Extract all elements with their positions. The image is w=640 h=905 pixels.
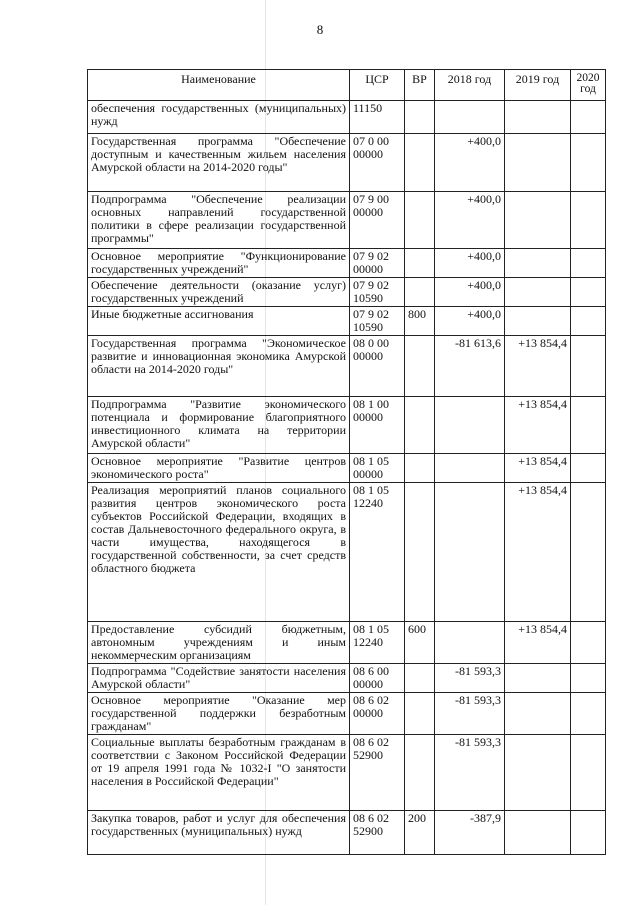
row-2020 (571, 693, 606, 735)
row-vr (405, 101, 435, 134)
row-vr (405, 454, 435, 483)
row-name: Обеспечение деятельности (оказание услуг) государственных учреждений (88, 278, 350, 307)
table-row (88, 278, 606, 307)
row-2020 (571, 307, 606, 336)
row-2020 (571, 811, 606, 855)
row-name: Основное мероприятие "Развитие центров экономического роста" (88, 454, 350, 483)
row-2019 (505, 101, 571, 134)
budget-table (87, 69, 606, 855)
row-vr (405, 192, 435, 249)
row-2018 (435, 101, 505, 134)
row-2018 (435, 397, 505, 454)
row-name: Социальные выплаты безработным гражданам в соответствии с Законом Российской Федерации от 19 апреля 1991 года № 1032-I "О занятости населения в Российской Федерации" (88, 735, 350, 811)
page-number: 8 (316, 22, 324, 37)
row-csr: 08 6 02 00000 (350, 693, 405, 735)
row-csr: 11150 (350, 101, 405, 134)
table-row (88, 811, 606, 855)
table-row (88, 622, 606, 664)
row-2019 (505, 664, 571, 693)
header-2019: 2019 год (505, 70, 571, 101)
row-vr (405, 249, 435, 278)
row-csr: 08 6 02 52900 (350, 735, 405, 811)
header-2020: 2020 год (571, 70, 606, 101)
row-2018 (435, 454, 505, 483)
row-name: Закупка товаров, работ и услуг для обеспечения государственных (муниципальных) нужд (88, 811, 350, 855)
row-name: обеспечения государственных (муниципальных) нужд (88, 101, 350, 134)
header-csr: ЦСР (350, 70, 405, 101)
header-name: Наименование (88, 70, 350, 101)
row-2018: -81 593,3 (435, 735, 505, 811)
row-name: Основное мероприятие "Функционирование государственных учреждений" (88, 249, 350, 278)
row-name: Государственная программа "Обеспечение доступным и качественным жильем населения Амурской области на 2014-2020 годы" (88, 134, 350, 192)
row-2018: +400,0 (435, 192, 505, 249)
row-name: Основное мероприятие "Оказание мер государственной поддержки безработным гражданам" (88, 693, 350, 735)
row-csr: 07 9 00 00000 (350, 192, 405, 249)
row-2020 (571, 192, 606, 249)
row-2019: +13 854,4 (505, 622, 571, 664)
row-2020 (571, 454, 606, 483)
row-2019 (505, 278, 571, 307)
row-2019 (505, 811, 571, 855)
table-header-row (88, 70, 606, 101)
row-2019: +13 854,4 (505, 483, 571, 622)
row-2018: -81 593,3 (435, 693, 505, 735)
row-csr: 08 1 05 12240 (350, 622, 405, 664)
row-2020 (571, 397, 606, 454)
row-vr (405, 483, 435, 622)
row-csr: 07 9 02 10590 (350, 278, 405, 307)
row-2018: +400,0 (435, 134, 505, 192)
row-2018 (435, 483, 505, 622)
table-row (88, 101, 606, 134)
row-name: Подпрограмма "Развитие экономического потенциала и формирование благоприятного инвестиционного климата на территории Амурской области" (88, 397, 350, 454)
table-row (88, 735, 606, 811)
row-2019: +13 854,4 (505, 397, 571, 454)
row-csr: 08 6 02 52900 (350, 811, 405, 855)
row-csr: 08 0 00 00000 (350, 336, 405, 397)
row-2018: +400,0 (435, 307, 505, 336)
row-2020 (571, 249, 606, 278)
row-2019 (505, 192, 571, 249)
row-name: Подпрограмма "Обеспечение реализации основных направлений государственной политики в сфере реализации государственной программы" (88, 192, 350, 249)
header-vr: ВР (405, 70, 435, 101)
table-row (88, 664, 606, 693)
row-2020 (571, 134, 606, 192)
row-name: Иные бюджетные ассигнования (88, 307, 350, 336)
row-vr (405, 278, 435, 307)
row-csr: 07 0 00 00000 (350, 134, 405, 192)
table-row (88, 307, 606, 336)
row-vr (405, 397, 435, 454)
row-2020 (571, 101, 606, 134)
row-vr (405, 336, 435, 397)
row-vr: 600 (405, 622, 435, 664)
row-csr: 07 9 02 10590 (350, 307, 405, 336)
row-2018: -81 613,6 (435, 336, 505, 397)
row-2019 (505, 134, 571, 192)
table-row (88, 397, 606, 454)
row-csr: 08 1 00 00000 (350, 397, 405, 454)
header-2018: 2018 год (435, 70, 505, 101)
row-name: Реализация мероприятий планов социального развития центров экономического роста субъектов Российской Федерации, входящих в состав Дальневосточного федерального округа, в части имущества, находящегося в государственной собственности, за счет средств областного бюджета (88, 483, 350, 622)
table-row (88, 693, 606, 735)
row-2018: +400,0 (435, 278, 505, 307)
table-row (88, 454, 606, 483)
row-csr: 08 1 05 12240 (350, 483, 405, 622)
row-2019 (505, 735, 571, 811)
row-2019 (505, 693, 571, 735)
row-csr: 07 9 02 00000 (350, 249, 405, 278)
row-2018: +400,0 (435, 249, 505, 278)
row-2020 (571, 622, 606, 664)
row-name: Государственная программа "Экономическое развитие и инновационная экономика Амурской области на 2014-2020 годы" (88, 336, 350, 397)
row-2020 (571, 664, 606, 693)
table-row (88, 336, 606, 397)
table-row (88, 483, 606, 622)
table-row (88, 249, 606, 278)
row-2020 (571, 278, 606, 307)
row-2019 (505, 307, 571, 336)
row-2019: +13 854,4 (505, 336, 571, 397)
row-name: Подпрограмма "Содействие занятости населения Амурской области" (88, 664, 350, 693)
row-csr: 08 6 00 00000 (350, 664, 405, 693)
row-2019 (505, 249, 571, 278)
row-vr (405, 693, 435, 735)
row-2020 (571, 336, 606, 397)
row-2018: -81 593,3 (435, 664, 505, 693)
row-vr: 200 (405, 811, 435, 855)
row-2020 (571, 735, 606, 811)
row-2018: -387,9 (435, 811, 505, 855)
row-vr (405, 735, 435, 811)
row-vr (405, 134, 435, 192)
row-vr (405, 664, 435, 693)
row-2020 (571, 483, 606, 622)
table-row (88, 134, 606, 192)
table-row (88, 192, 606, 249)
row-2019: +13 854,4 (505, 454, 571, 483)
row-2018 (435, 622, 505, 664)
row-csr: 08 1 05 00000 (350, 454, 405, 483)
row-name: Предоставление субсидий бюджетным, автономным учреждениям и иным некоммерческим организациям (88, 622, 350, 664)
row-vr: 800 (405, 307, 435, 336)
